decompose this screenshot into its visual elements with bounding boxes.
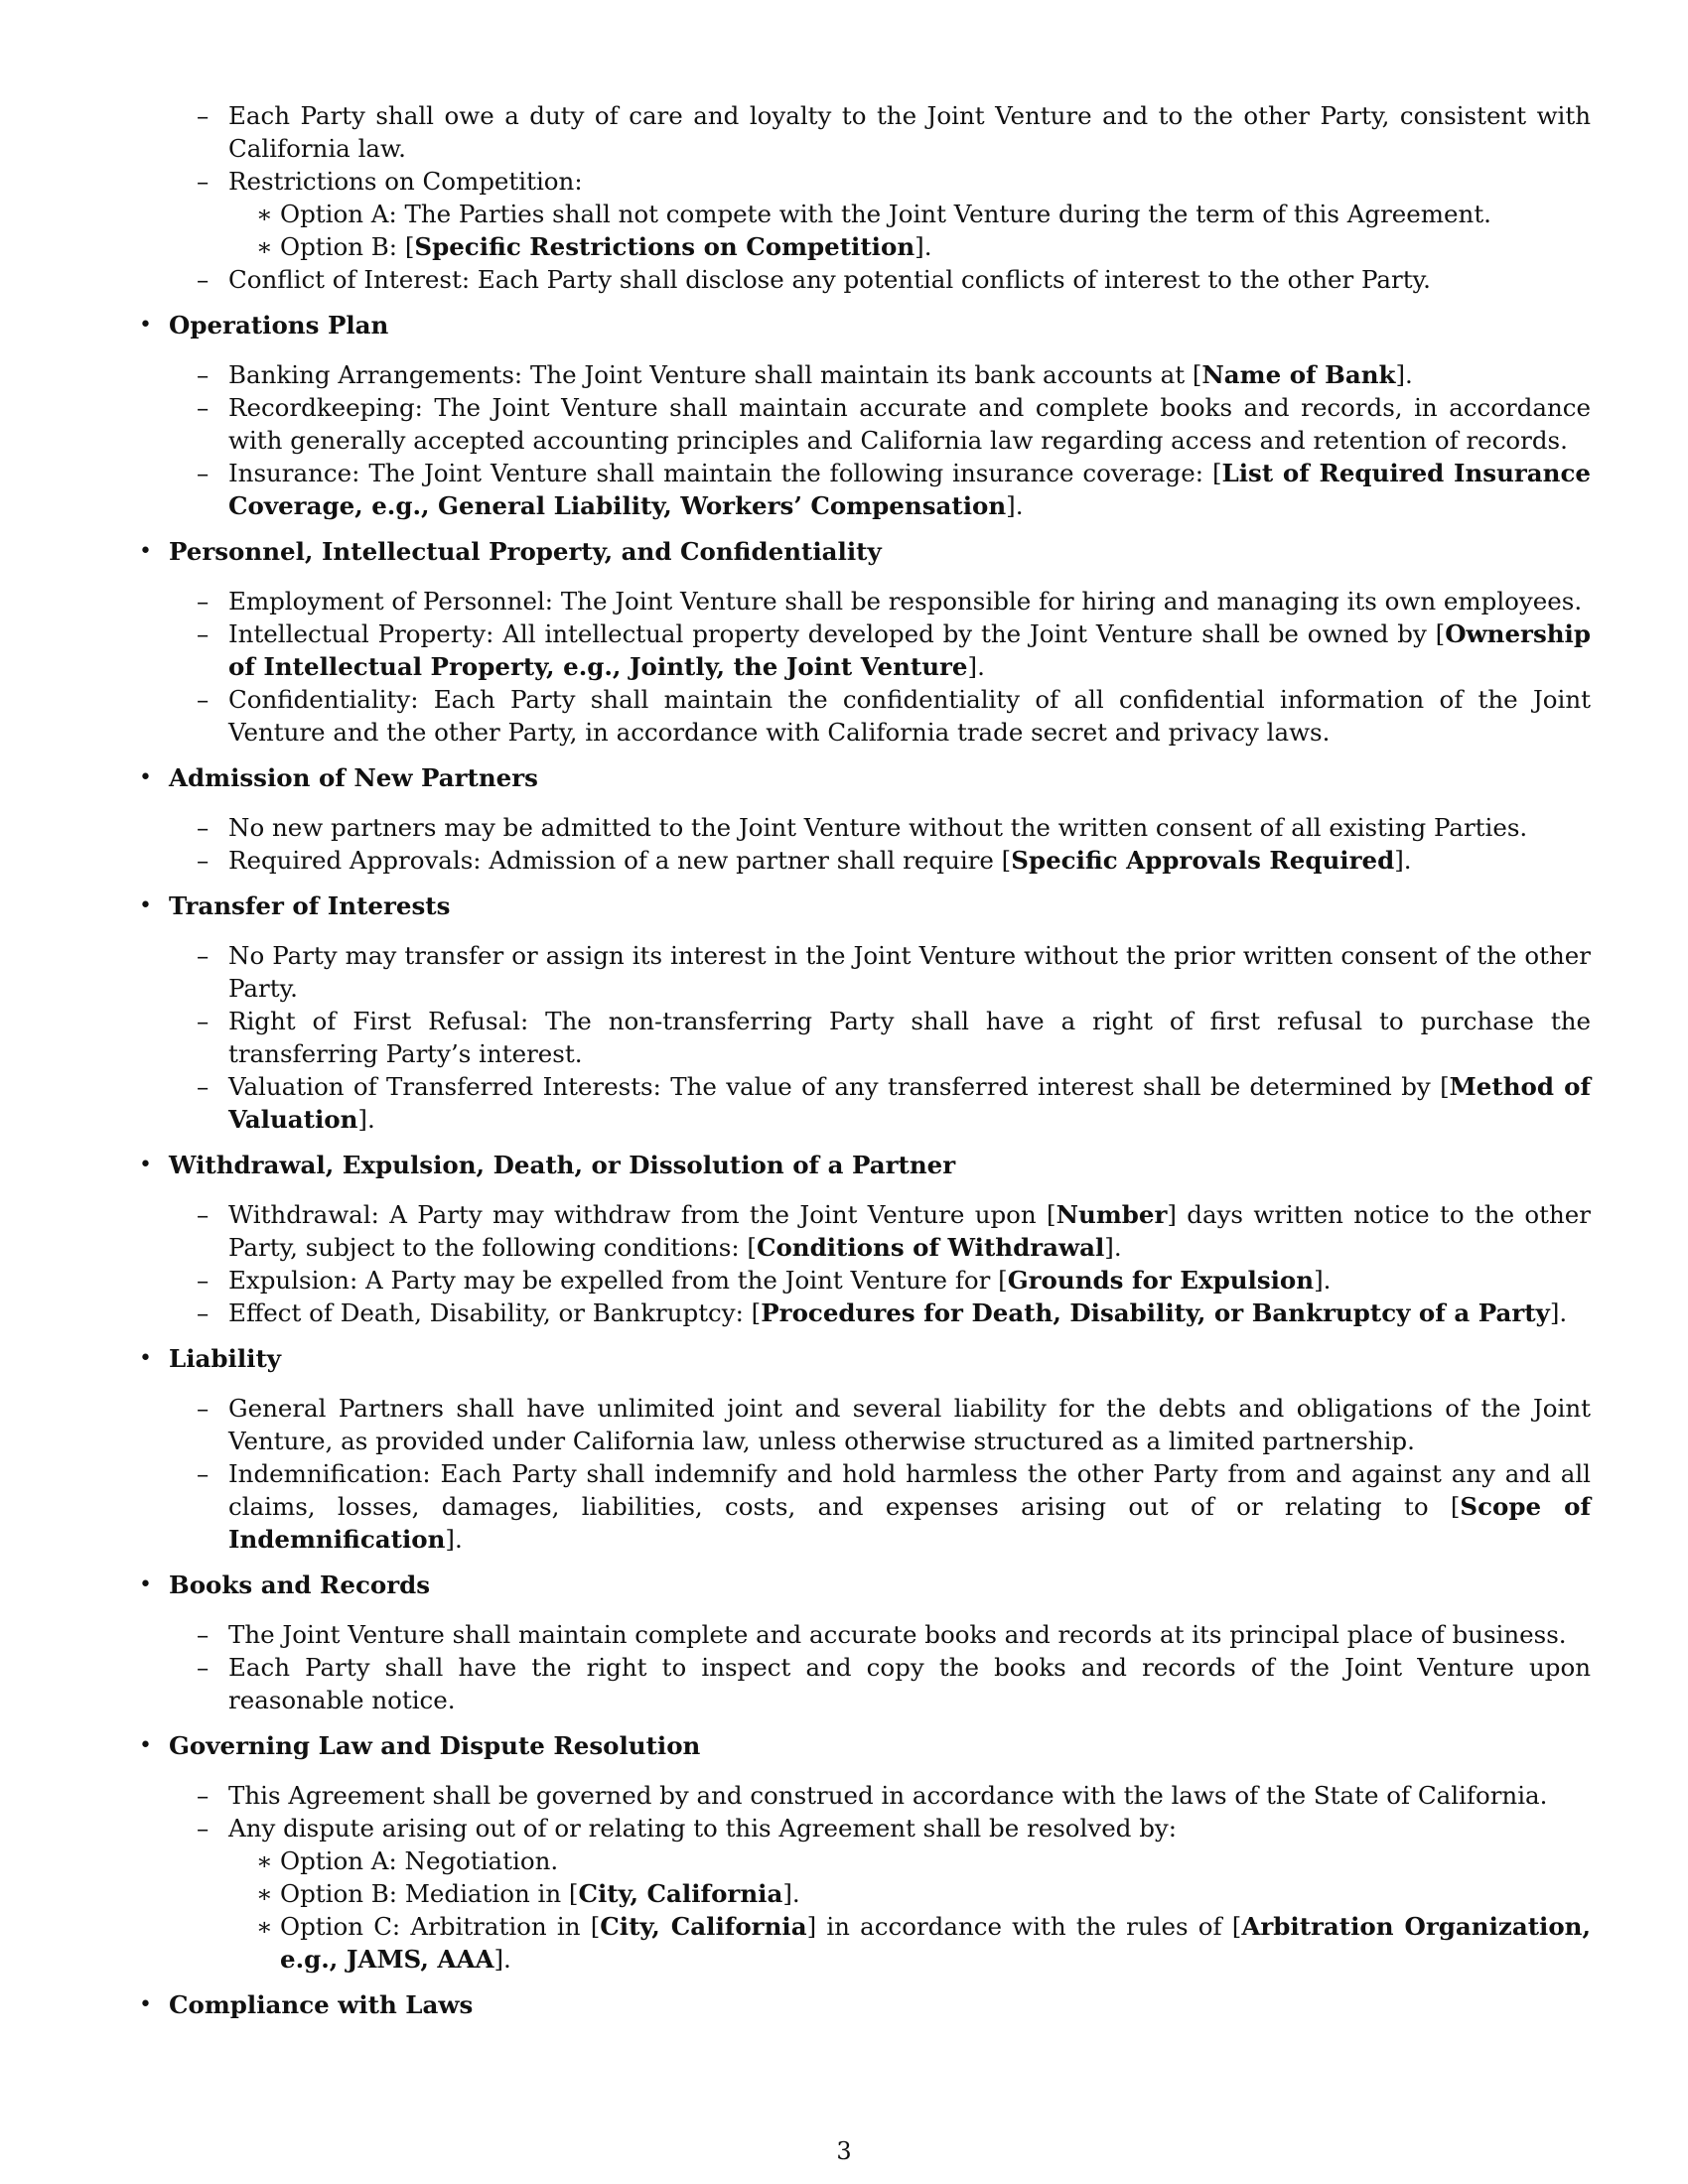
sub-option: ∗ Option C: Arbitration in [City, California] in accordance with the rules of [Arbitration Organization, e.g., JAMS, AAA].: [256, 1912, 1591, 1974]
sub-option: ∗ Option B: Mediation in [City, California].: [256, 1879, 800, 1908]
section-compliance-with-laws: [131, 1988, 1591, 2021]
list-item: – Conflict of Interest: Each Party shall disclose any potential conflicts of interest to the other Party.: [197, 265, 1431, 294]
sub-option: ∗ Option B: [Specific Restrictions on Competition].: [256, 232, 932, 261]
section-heading: Personnel, Intellectual Property, and Confidentiality: [169, 537, 882, 566]
bullet-icon: •: [139, 1992, 152, 2017]
list-item: – Insurance: The Joint Venture shall maintain the following insurance coverage: [List of Required Insurance Coverage, e.g., General Liability, Workers’ Compensation].: [197, 459, 1591, 520]
list-item: – Employment of Personnel: The Joint Venture shall be responsible for hiring and managing its own employees.: [197, 587, 1583, 615]
section-books-and-records: [131, 1569, 1591, 1716]
section-withdrawal-expulsion: [131, 1149, 1591, 1329]
list-item: – Each Party shall owe a duty of care and loyalty to the Joint Venture and to the other Party, consistent with California law.: [197, 101, 1591, 163]
list-item: – Each Party shall have the right to inspect and copy the books and records of the Joint Venture upon reasonable notice.: [197, 1653, 1591, 1714]
list-item: – Indemnification: Each Party shall indemnify and hold harmless the other Party from and against any and all claims, losses, damages, liabilities, costs, and expenses arising out of or relating to [Scope of Indemnification].: [197, 1459, 1591, 1554]
sub-option: ∗ Option A: The Parties shall not compete with the Joint Venture during the term of this Agreement.: [256, 200, 1491, 228]
list-item: – This Agreement shall be governed by and construed in accordance with the laws of the State of California.: [197, 1781, 1548, 1810]
bullet-icon: •: [139, 1346, 152, 1371]
section-personnel-ip-confidentiality: [131, 535, 1591, 749]
section-heading: Books and Records: [169, 1570, 431, 1599]
section-heading: Compliance with Laws: [169, 1990, 474, 2019]
list-item: – Recordkeeping: The Joint Venture shall maintain accurate and complete books and records, in accordance with generally accepted accounting principles and California law regarding access and retention of records.: [197, 393, 1591, 455]
section-heading: Withdrawal, Expulsion, Death, or Dissolution of a Partner: [169, 1151, 956, 1179]
section-heading: Governing Law and Dispute Resolution: [169, 1731, 701, 1760]
bullet-icon: •: [139, 539, 152, 564]
list-item: – Any dispute arising out of or relating to this Agreement shall be resolved by:: [197, 1814, 1177, 1843]
page-number: 3: [836, 2137, 852, 2165]
section-heading: Transfer of Interests: [169, 891, 451, 920]
list-item: – Withdrawal: A Party may withdraw from the Joint Venture upon [Number] days written notice to the other Party, subject to the following conditions: [Conditions of Withdrawal].: [197, 1200, 1592, 1262]
bullet-icon: •: [139, 313, 152, 338]
list-item: – Right of First Refusal: The non-transferring Party shall have a right of first refusal to purchase the transferring Party’s interest.: [197, 1007, 1591, 1068]
list-item: – Expulsion: A Party may be expelled from the Joint Venture for [Grounds for Expulsion].: [197, 1266, 1332, 1295]
section-admission-new-partners: [131, 761, 1591, 877]
list-item: – The Joint Venture shall maintain complete and accurate books and records at its principal place of business.: [197, 1620, 1567, 1649]
section-liability: [131, 1342, 1591, 1556]
list-item: – No Party may transfer or assign its interest in the Joint Venture without the prior written consent of the other Party.: [197, 941, 1591, 1003]
section-heading: Operations Plan: [169, 311, 389, 340]
list-item: – Banking Arrangements: The Joint Venture shall maintain its bank accounts at [Name of Bank].: [197, 360, 1413, 389]
section-continuation: [131, 99, 1591, 296]
section-heading: Admission of New Partners: [169, 763, 538, 792]
bullet-icon: •: [139, 1153, 152, 1177]
section-heading: Liability: [169, 1344, 282, 1373]
list-item: – No new partners may be admitted to the Joint Venture without the written consent of all existing Parties.: [197, 813, 1528, 842]
list-item: – General Partners shall have unlimited joint and several liability for the debts and obligations of the Joint Venture, as provided under California law, unless otherwise structured as a limited partnership.: [197, 1394, 1591, 1455]
list-item: – Valuation of Transferred Interests: The value of any transferred interest shall be determined by [Method of Valuation].: [197, 1072, 1591, 1134]
section-operations-plan: [131, 309, 1591, 522]
section-governing-law: [131, 1729, 1591, 1976]
section-transfer-of-interests: [131, 889, 1591, 1136]
list-item: – Required Approvals: Admission of a new partner shall require [Specific Approvals Required].: [197, 846, 1412, 875]
bullet-icon: •: [139, 1572, 152, 1597]
list-item: – Effect of Death, Disability, or Bankruptcy: [Procedures for Death, Disability, or Bankruptcy of a Party].: [197, 1298, 1568, 1327]
bullet-icon: •: [139, 765, 152, 790]
list-item: – Intellectual Property: All intellectual property developed by the Joint Venture shall be owned by [Ownership of Intellectual Property, e.g., Jointly, the Joint Venture].: [197, 619, 1591, 681]
bullet-icon: •: [139, 1733, 152, 1758]
bullet-icon: •: [139, 893, 152, 918]
document-body: [131, 99, 1591, 2038]
sub-option: ∗ Option A: Negotiation.: [256, 1846, 559, 1875]
list-item: – Restrictions on Competition:: [197, 167, 583, 196]
list-item: – Confidentiality: Each Party shall maintain the confidentiality of all confidential information of the Joint Venture and the other Party, in accordance with California trade secret and privacy laws.: [197, 685, 1591, 747]
